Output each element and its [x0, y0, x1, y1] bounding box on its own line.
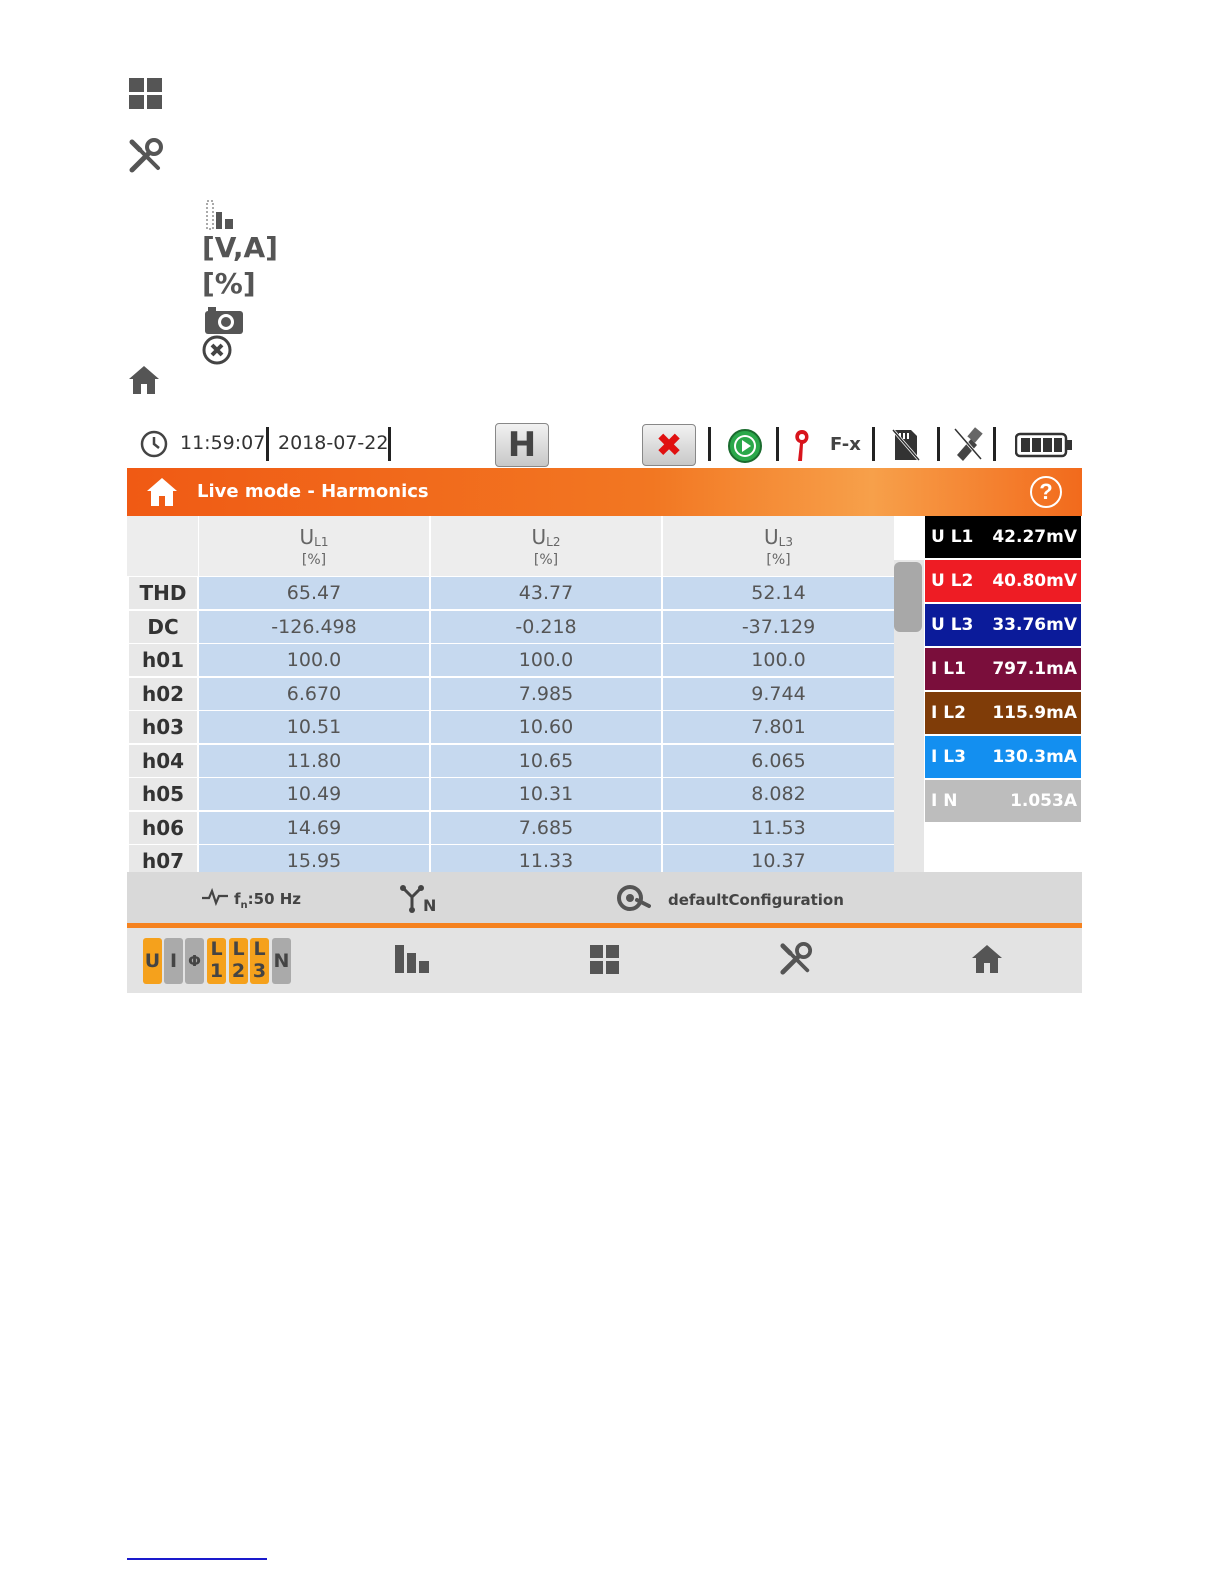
chip-i[interactable]: I — [164, 938, 183, 984]
table-cell: 7.985 — [431, 678, 661, 710]
table-cell: 52.14 — [663, 577, 894, 609]
clamp-type: F-x — [830, 434, 861, 455]
harmonics-table — [127, 516, 894, 872]
table-cell: 15.95 — [199, 845, 429, 872]
table-row[interactable] — [127, 678, 894, 711]
channel-selector[interactable] — [142, 928, 294, 993]
close-circle-icon — [202, 335, 234, 365]
page-title: Live mode - Harmonics — [197, 481, 429, 502]
status-time: 11:59:07 — [180, 432, 266, 454]
table-cell: 10.51 — [199, 711, 429, 743]
stop-button[interactable]: ✖ — [642, 424, 696, 466]
sd-card-disabled-icon — [891, 428, 921, 462]
waveform-icon — [201, 888, 229, 906]
table-cell: 14.69 — [199, 812, 429, 844]
separator — [388, 427, 391, 461]
table-corner — [127, 516, 198, 576]
chip-phi[interactable]: Φ — [185, 938, 204, 984]
table-cell: 10.60 — [431, 711, 661, 743]
grid-icon[interactable] — [589, 944, 621, 976]
configuration-name: defaultConfiguration — [668, 891, 844, 909]
network-neutral-label: N — [423, 896, 437, 915]
table-cell: -0.218 — [431, 611, 661, 643]
table-cell: 8.082 — [663, 778, 894, 810]
hold-button[interactable]: H — [495, 423, 549, 467]
table-cell: 43.77 — [431, 577, 661, 609]
table-cell: -126.498 — [199, 611, 429, 643]
grid-icon — [129, 78, 163, 110]
table-cell: 6.670 — [199, 678, 429, 710]
table-cell: 10.65 — [431, 745, 661, 777]
table-cell: 65.47 — [199, 577, 429, 609]
status-bar — [127, 420, 1082, 468]
separator — [937, 427, 940, 461]
reading-u-l3: U L3 33.76mV — [925, 604, 1081, 646]
table-row[interactable] — [127, 845, 894, 872]
row-label: h04 — [129, 745, 197, 777]
table-cell: 7.801 — [663, 711, 894, 743]
home-icon[interactable] — [145, 476, 179, 508]
reading-i-l1: I L1 797.1mA — [925, 648, 1081, 690]
chip-l2[interactable]: L 2 — [229, 938, 248, 984]
table-cell: 9.744 — [663, 678, 894, 710]
bottom-nav — [127, 928, 1082, 993]
table-row[interactable] — [127, 778, 894, 811]
row-label: DC — [129, 611, 197, 643]
harmonics-bars-icon — [206, 200, 236, 230]
chip-l3[interactable]: L 3 — [250, 938, 269, 984]
configuration-icon — [617, 884, 651, 912]
table-cell: 100.0 — [663, 644, 894, 676]
home-icon — [127, 364, 161, 396]
usb-disabled-icon — [951, 425, 983, 463]
table-cell: 10.31 — [431, 778, 661, 810]
units-label: [V,A] — [202, 231, 278, 264]
camera-icon — [204, 305, 244, 335]
table-row[interactable] — [127, 644, 894, 677]
separator — [872, 427, 875, 461]
reading-i-l2: I L2 115.9mA — [925, 692, 1081, 734]
row-label: THD — [129, 577, 197, 609]
table-cell: 6.065 — [663, 745, 894, 777]
info-bar — [127, 872, 1082, 924]
row-label: h06 — [129, 812, 197, 844]
row-label: h03 — [129, 711, 197, 743]
help-icon[interactable]: ? — [1030, 476, 1062, 508]
battery-icon — [1015, 432, 1073, 458]
column-header-ul1: $U_{L1}$ [%] — [199, 516, 429, 576]
table-row[interactable] — [127, 745, 894, 778]
footnote-rule — [127, 1558, 267, 1560]
column-header-ul3: $U_{L3}$ [%] — [663, 516, 894, 576]
table-cell: 11.80 — [199, 745, 429, 777]
table-row[interactable] — [127, 711, 894, 744]
chip-u[interactable]: U — [143, 938, 162, 984]
harmonics-bars-icon[interactable] — [393, 943, 433, 975]
percent-label: [%] — [202, 267, 256, 300]
separator — [993, 427, 996, 461]
table-cell: 11.33 — [431, 845, 661, 872]
row-label: h07 — [129, 845, 197, 872]
clamp-icon — [789, 427, 815, 463]
chip-n[interactable]: N — [272, 938, 291, 984]
home-icon[interactable] — [970, 943, 1004, 975]
table-cell: 11.53 — [663, 812, 894, 844]
status-date: 2018-07-22 — [278, 432, 389, 454]
tools-icon — [128, 138, 164, 174]
table-row[interactable] — [127, 577, 894, 610]
table-row[interactable] — [127, 611, 894, 644]
tools-icon[interactable] — [779, 942, 813, 976]
reading-u-l1: U L1 42.27mV — [925, 516, 1081, 558]
play-record-icon[interactable] — [727, 428, 763, 464]
separator — [708, 427, 711, 461]
column-header-ul2: $U_{L2}$ [%] — [431, 516, 661, 576]
reading-i-l3: I L3 130.3mA — [925, 736, 1081, 778]
scrollbar-thumb[interactable] — [894, 562, 922, 632]
table-cell: 100.0 — [431, 644, 661, 676]
row-label: h01 — [129, 644, 197, 676]
table-cell: 10.49 — [199, 778, 429, 810]
table-cell: 100.0 — [199, 644, 429, 676]
table-cell: 10.37 — [663, 845, 894, 872]
separator — [266, 427, 269, 461]
row-label: h02 — [129, 678, 197, 710]
frequency-info: $f_n:50$ Hz — [234, 890, 302, 911]
row-label: h05 — [129, 778, 197, 810]
chip-l1[interactable]: L 1 — [207, 938, 226, 984]
reading-u-l2: U L2 40.80mV — [925, 560, 1081, 602]
table-cell: -37.129 — [663, 611, 894, 643]
clock-icon — [139, 429, 169, 459]
table-row[interactable] — [127, 812, 894, 845]
separator — [776, 427, 779, 461]
table-cell: 7.685 — [431, 812, 661, 844]
reading-i-n: I N 1.053A — [925, 780, 1081, 822]
screen-header — [127, 468, 1082, 516]
